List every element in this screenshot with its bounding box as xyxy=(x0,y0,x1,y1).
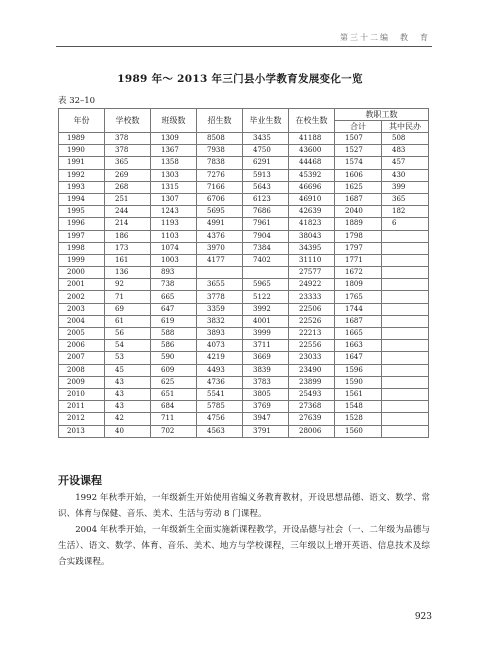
cell-students: 46910 xyxy=(289,193,335,205)
cell-staff-total: 1527 xyxy=(335,145,382,157)
running-head: 第三十二编 教 育 xyxy=(340,33,430,42)
header-rule xyxy=(56,46,432,47)
cell-staff-minban xyxy=(382,315,429,327)
cell-classes: 1193 xyxy=(151,218,197,230)
cell-classes: 711 xyxy=(151,413,197,425)
cell-classes: 651 xyxy=(151,388,197,400)
cell-staff-minban xyxy=(382,303,429,315)
cell-enrollment: 6706 xyxy=(197,193,243,205)
cell-enrollment: 4376 xyxy=(197,230,243,242)
table-row xyxy=(59,315,429,327)
cell-year: 2004 xyxy=(59,315,105,327)
cell-classes: 1243 xyxy=(151,206,197,218)
cell-staff-total: 1765 xyxy=(335,291,382,303)
cell-enrollment: 3359 xyxy=(197,303,243,315)
cell-enrollment: 3893 xyxy=(197,328,243,340)
cell-enrollment: 4493 xyxy=(197,364,243,376)
table-row xyxy=(59,169,429,181)
cell-graduates: 6123 xyxy=(243,193,289,205)
cell-year: 2013 xyxy=(59,425,105,437)
cell-graduates: 5913 xyxy=(243,169,289,181)
cell-classes: 1307 xyxy=(151,193,197,205)
cell-schools: 53 xyxy=(105,352,151,364)
cell-graduates: 7904 xyxy=(243,230,289,242)
cell-schools: 69 xyxy=(105,303,151,315)
cell-enrollment: 3970 xyxy=(197,242,243,254)
cell-classes: 1358 xyxy=(151,157,197,169)
cell-students: 27368 xyxy=(289,401,335,413)
table-row xyxy=(59,181,429,193)
cell-students: 45392 xyxy=(289,169,335,181)
cell-staff-minban xyxy=(382,340,429,352)
cell-graduates: 5122 xyxy=(243,291,289,303)
cell-schools: 54 xyxy=(105,340,151,352)
cell-students: 22506 xyxy=(289,303,335,315)
cell-students: 24922 xyxy=(289,279,335,291)
cell-year: 2001 xyxy=(59,279,105,291)
cell-graduates: 7384 xyxy=(243,242,289,254)
cell-classes: 1103 xyxy=(151,230,197,242)
table-body xyxy=(59,133,429,438)
header-students: 在校生数 xyxy=(289,109,335,133)
cell-schools: 244 xyxy=(105,206,151,218)
cell-students: 31110 xyxy=(289,254,335,266)
cell-graduates: 3783 xyxy=(243,376,289,388)
cell-graduates: 6291 xyxy=(243,157,289,169)
cell-staff-minban xyxy=(382,230,429,242)
cell-enrollment: 4177 xyxy=(197,254,243,266)
table-row xyxy=(59,145,429,157)
cell-year: 1989 xyxy=(59,133,105,145)
cell-staff-minban: 430 xyxy=(382,169,429,181)
cell-students: 46696 xyxy=(289,181,335,193)
cell-schools: 186 xyxy=(105,230,151,242)
cell-classes: 738 xyxy=(151,279,197,291)
cell-classes: 590 xyxy=(151,352,197,364)
cell-graduates: 4750 xyxy=(243,145,289,157)
cell-year: 2007 xyxy=(59,352,105,364)
cell-schools: 214 xyxy=(105,218,151,230)
cell-graduates: 3992 xyxy=(243,303,289,315)
cell-classes: 1309 xyxy=(151,133,197,145)
table-row xyxy=(59,364,429,376)
paragraph: 2004 年秋季开始，一年级新生全面实施新课程教学，开设品德与社会（一、二年级为品德与生活）、语文、数学、体育、音乐、美术、地方与学校课程，三年级以上增开英语、信息技术及综合实践课程。 xyxy=(58,525,430,567)
header-staff-group: 教职工数 xyxy=(335,109,429,121)
table-row xyxy=(59,242,429,254)
cell-schools: 61 xyxy=(105,315,151,327)
table-row xyxy=(59,206,429,218)
cell-students: 25493 xyxy=(289,388,335,400)
cell-staff-minban xyxy=(382,291,429,303)
cell-staff-minban: 457 xyxy=(382,157,429,169)
cell-schools: 378 xyxy=(105,133,151,145)
cell-graduates: 3769 xyxy=(243,401,289,413)
cell-graduates: 5643 xyxy=(243,181,289,193)
cell-staff-total: 1771 xyxy=(335,254,382,266)
cell-students: 44468 xyxy=(289,157,335,169)
cell-graduates: 4001 xyxy=(243,315,289,327)
table-row xyxy=(59,291,429,303)
cell-year: 2009 xyxy=(59,376,105,388)
cell-classes: 1074 xyxy=(151,242,197,254)
cell-year: 1997 xyxy=(59,230,105,242)
cell-staff-total: 1889 xyxy=(335,218,382,230)
cell-year: 1999 xyxy=(59,254,105,266)
cell-graduates: 3839 xyxy=(243,364,289,376)
cell-staff-total: 1798 xyxy=(335,230,382,242)
cell-classes: 588 xyxy=(151,328,197,340)
cell-graduates: 3435 xyxy=(243,133,289,145)
cell-enrollment: 7276 xyxy=(197,169,243,181)
cell-classes: 586 xyxy=(151,340,197,352)
header-enrollment: 招生数 xyxy=(197,109,243,133)
cell-staff-total: 1625 xyxy=(335,181,382,193)
cell-staff-total: 1560 xyxy=(335,425,382,437)
cell-schools: 92 xyxy=(105,279,151,291)
cell-students: 42639 xyxy=(289,206,335,218)
cell-year: 2010 xyxy=(59,388,105,400)
cell-schools: 269 xyxy=(105,169,151,181)
cell-staff-total: 1596 xyxy=(335,364,382,376)
cell-staff-minban xyxy=(382,425,429,437)
cell-students: 28006 xyxy=(289,425,335,437)
cell-staff-total: 1590 xyxy=(335,376,382,388)
cell-classes: 1303 xyxy=(151,169,197,181)
cell-staff-minban xyxy=(382,413,429,425)
cell-schools: 173 xyxy=(105,242,151,254)
cell-staff-total: 1744 xyxy=(335,303,382,315)
cell-graduates: 3947 xyxy=(243,413,289,425)
cell-staff-total: 1548 xyxy=(335,401,382,413)
cell-year: 1992 xyxy=(59,169,105,181)
cell-graduates: 7686 xyxy=(243,206,289,218)
cell-schools: 378 xyxy=(105,145,151,157)
cell-staff-minban: 365 xyxy=(382,193,429,205)
table-row xyxy=(59,328,429,340)
cell-staff-total: 1687 xyxy=(335,193,382,205)
cell-year: 2008 xyxy=(59,364,105,376)
cell-year: 1996 xyxy=(59,218,105,230)
cell-schools: 43 xyxy=(105,376,151,388)
cell-enrollment: 7838 xyxy=(197,157,243,169)
cell-schools: 42 xyxy=(105,413,151,425)
cell-enrollment: 7938 xyxy=(197,145,243,157)
table-row xyxy=(59,193,429,205)
cell-staff-minban xyxy=(382,352,429,364)
page-title: 1989 年～ 2013 年三门县小学教育发展变化一览 xyxy=(117,73,363,85)
statistics-table xyxy=(58,108,429,438)
table-row xyxy=(59,401,429,413)
cell-enrollment: 4219 xyxy=(197,352,243,364)
cell-staff-total: 1574 xyxy=(335,157,382,169)
cell-students: 27639 xyxy=(289,413,335,425)
cell-staff-minban xyxy=(382,254,429,266)
cell-graduates: 3999 xyxy=(243,328,289,340)
cell-year: 1998 xyxy=(59,242,105,254)
cell-year: 2005 xyxy=(59,328,105,340)
cell-graduates: 3669 xyxy=(243,352,289,364)
cell-enrollment: 3655 xyxy=(197,279,243,291)
cell-staff-minban xyxy=(382,328,429,340)
page-number: 923 xyxy=(414,612,432,622)
cell-staff-total: 1663 xyxy=(335,340,382,352)
cell-schools: 251 xyxy=(105,193,151,205)
cell-classes: 1003 xyxy=(151,254,197,266)
cell-enrollment: 4736 xyxy=(197,376,243,388)
cell-students: 34395 xyxy=(289,242,335,254)
table-row xyxy=(59,303,429,315)
cell-staff-total: 1507 xyxy=(335,133,382,145)
table-row xyxy=(59,413,429,425)
cell-year: 1994 xyxy=(59,193,105,205)
table-row xyxy=(59,133,429,145)
cell-staff-total: 1606 xyxy=(335,169,382,181)
cell-students: 22556 xyxy=(289,340,335,352)
cell-staff-minban: 508 xyxy=(382,133,429,145)
table-code: 表 32–10 xyxy=(58,96,96,106)
cell-enrollment: 5541 xyxy=(197,388,243,400)
cell-enrollment: 3832 xyxy=(197,315,243,327)
cell-students: 23899 xyxy=(289,376,335,388)
table-row xyxy=(59,352,429,364)
cell-year: 1991 xyxy=(59,157,105,169)
cell-year: 1990 xyxy=(59,145,105,157)
table-row xyxy=(59,218,429,230)
cell-year: 1993 xyxy=(59,181,105,193)
cell-students: 41188 xyxy=(289,133,335,145)
cell-year: 2002 xyxy=(59,291,105,303)
cell-classes: 647 xyxy=(151,303,197,315)
cell-year: 1995 xyxy=(59,206,105,218)
cell-staff-minban xyxy=(382,364,429,376)
cell-schools: 43 xyxy=(105,401,151,413)
cell-graduates: 3805 xyxy=(243,388,289,400)
cell-year: 2006 xyxy=(59,340,105,352)
cell-staff-minban xyxy=(382,401,429,413)
cell-graduates: 3711 xyxy=(243,340,289,352)
cell-students: 22213 xyxy=(289,328,335,340)
cell-staff-total: 1528 xyxy=(335,413,382,425)
table-row xyxy=(59,376,429,388)
header-graduates: 毕业生数 xyxy=(243,109,289,133)
cell-graduates: 3791 xyxy=(243,425,289,437)
cell-students: 23490 xyxy=(289,364,335,376)
cell-staff-minban: 6 xyxy=(382,218,429,230)
cell-graduates: 7402 xyxy=(243,254,289,266)
header-staff-total: 合计 xyxy=(335,121,382,133)
cell-staff-total: 1809 xyxy=(335,279,382,291)
cell-enrollment xyxy=(197,267,243,279)
cell-enrollment: 4563 xyxy=(197,425,243,437)
cell-enrollment: 7166 xyxy=(197,181,243,193)
cell-students: 23333 xyxy=(289,291,335,303)
cell-graduates xyxy=(243,267,289,279)
header-schools: 学校数 xyxy=(105,109,151,133)
cell-enrollment: 4756 xyxy=(197,413,243,425)
cell-staff-minban xyxy=(382,388,429,400)
cell-schools: 71 xyxy=(105,291,151,303)
cell-classes: 609 xyxy=(151,364,197,376)
table-row xyxy=(59,340,429,352)
cell-classes: 619 xyxy=(151,315,197,327)
cell-schools: 365 xyxy=(105,157,151,169)
cell-schools: 136 xyxy=(105,267,151,279)
cell-year: 2003 xyxy=(59,303,105,315)
cell-classes: 1367 xyxy=(151,145,197,157)
cell-schools: 43 xyxy=(105,388,151,400)
cell-staff-total: 1665 xyxy=(335,328,382,340)
cell-classes: 665 xyxy=(151,291,197,303)
cell-enrollment: 8508 xyxy=(197,133,243,145)
cell-year: 2011 xyxy=(59,401,105,413)
cell-staff-minban: 483 xyxy=(382,145,429,157)
cell-staff-minban xyxy=(382,376,429,388)
cell-enrollment: 3778 xyxy=(197,291,243,303)
cell-enrollment: 5695 xyxy=(197,206,243,218)
cell-staff-minban xyxy=(382,279,429,291)
cell-classes: 625 xyxy=(151,376,197,388)
cell-students: 38043 xyxy=(289,230,335,242)
paragraph: 1992 年秋季开始，一年级新生开始使用省编义务教育教材，开设思想品德、语文、数学、常识、体育与保健、音乐、美术、生活与劳动 8 门课程。 xyxy=(58,493,430,519)
table-row xyxy=(59,388,429,400)
cell-year: 2000 xyxy=(59,267,105,279)
cell-staff-minban xyxy=(382,267,429,279)
cell-schools: 45 xyxy=(105,364,151,376)
cell-classes: 893 xyxy=(151,267,197,279)
cell-staff-total: 2040 xyxy=(335,206,382,218)
cell-staff-minban: 182 xyxy=(382,206,429,218)
table-row xyxy=(59,230,429,242)
cell-staff-total: 1797 xyxy=(335,242,382,254)
table-row xyxy=(59,157,429,169)
cell-enrollment: 4991 xyxy=(197,218,243,230)
table-row xyxy=(59,267,429,279)
table-row xyxy=(59,425,429,437)
cell-staff-minban xyxy=(382,242,429,254)
header-staff-minban: 其中民办 xyxy=(382,121,429,133)
cell-students: 43600 xyxy=(289,145,335,157)
cell-schools: 56 xyxy=(105,328,151,340)
header-classes: 班级数 xyxy=(151,109,197,133)
cell-staff-total: 1647 xyxy=(335,352,382,364)
cell-staff-total: 1687 xyxy=(335,315,382,327)
section-title: 开设课程 xyxy=(58,474,102,487)
cell-classes: 1315 xyxy=(151,181,197,193)
table-row xyxy=(59,254,429,266)
header-year: 年份 xyxy=(59,109,105,133)
cell-classes: 684 xyxy=(151,401,197,413)
cell-staff-minban: 399 xyxy=(382,181,429,193)
table-row xyxy=(59,279,429,291)
cell-staff-total: 1561 xyxy=(335,388,382,400)
cell-students: 27577 xyxy=(289,267,335,279)
cell-students: 41823 xyxy=(289,218,335,230)
cell-students: 23033 xyxy=(289,352,335,364)
cell-classes: 702 xyxy=(151,425,197,437)
cell-enrollment: 4073 xyxy=(197,340,243,352)
cell-schools: 268 xyxy=(105,181,151,193)
cell-staff-total: 1672 xyxy=(335,267,382,279)
cell-schools: 40 xyxy=(105,425,151,437)
cell-graduates: 7961 xyxy=(243,218,289,230)
cell-enrollment: 5785 xyxy=(197,401,243,413)
cell-students: 22526 xyxy=(289,315,335,327)
cell-schools: 161 xyxy=(105,254,151,266)
cell-year: 2012 xyxy=(59,413,105,425)
cell-graduates: 5965 xyxy=(243,279,289,291)
